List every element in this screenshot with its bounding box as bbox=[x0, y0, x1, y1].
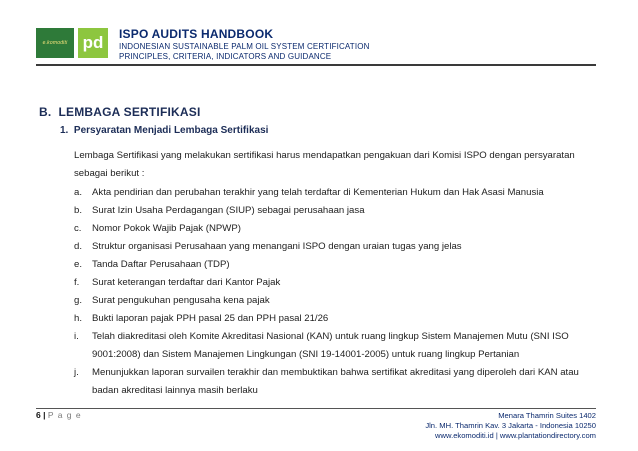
list-item-text: Bukti laporan pajak PPH pasal 25 dan PPH pasal 21/26 bbox=[92, 313, 329, 324]
handbook-subtitle-line2: PRINCIPLES, CRITERIA, INDICATORS AND GUIDANCE bbox=[119, 52, 332, 61]
list-item bbox=[74, 364, 604, 400]
intro-paragraph: Lembaga Sertifikasi yang melakukan sertifikasi harus mendapatkan pengakuan dari Komisi ISPO dengan persyaratan sebagai berikut : bbox=[74, 150, 575, 179]
requirements-list bbox=[74, 184, 604, 400]
list-item bbox=[74, 328, 604, 364]
list-item bbox=[74, 274, 604, 292]
list-item bbox=[74, 202, 604, 220]
list-item-marker: c. bbox=[74, 223, 82, 234]
list-item bbox=[74, 292, 604, 310]
handbook-subtitle-line1: INDONESIAN SUSTAINABLE PALM OIL SYSTEM CERTIFICATION bbox=[119, 42, 370, 51]
list-item-marker: h. bbox=[74, 313, 83, 324]
list-item bbox=[74, 220, 604, 238]
list-item-text: Surat Izin Usaha Perdagangan (SIUP) sebagai perusahaan jasa bbox=[92, 205, 365, 216]
footer-address-line1: Menara Thamrin Suites 1402 bbox=[498, 411, 596, 420]
page-number-label bbox=[36, 410, 82, 420]
list-item-marker: a. bbox=[74, 187, 83, 198]
list-item-text: Struktur organisasi Perusahaan yang menangani ISPO dengan uraian tugas yang jelas bbox=[92, 241, 462, 252]
footer-address-line2: Jln. MH. Thamrin Kav. 3 Jakarta - Indonesia 10250 bbox=[425, 421, 596, 430]
list-item-text: Surat keterangan terdaftar dari Kantor Pajak bbox=[92, 277, 281, 288]
list-item-marker: j. bbox=[74, 367, 79, 378]
list-item-marker: e. bbox=[74, 259, 83, 270]
list-item bbox=[74, 256, 604, 274]
page-word: P a g e bbox=[47, 410, 82, 420]
list-item-marker: d. bbox=[74, 241, 83, 252]
subsection-title: 1. Persyaratan Menjadi Lembaga Sertifikasi bbox=[60, 125, 269, 136]
list-item-text: Nomor Pokok Wajib Pajak (NPWP) bbox=[92, 223, 241, 234]
list-item bbox=[74, 310, 604, 328]
list-item bbox=[74, 238, 604, 256]
list-item-marker: f. bbox=[74, 277, 80, 288]
list-item-text: Surat pengukuhan pengusaha kena pajak bbox=[92, 295, 270, 306]
footer-website-links: www.ekomoditi.id | www.plantationdirectory.com bbox=[435, 431, 596, 440]
list-item-marker: i. bbox=[74, 331, 79, 342]
list-item-text: Tanda Daftar Perusahaan (TDP) bbox=[92, 259, 230, 270]
ekomoditi-logo-text: e.komoditi bbox=[42, 40, 68, 46]
list-item-marker: g. bbox=[74, 295, 83, 306]
footer-divider bbox=[36, 408, 596, 409]
list-item-text: Akta pendirian dan perubahan terakhir yang telah terdaftar di Kementerian Hukum dan Hak Asasi Manusia bbox=[92, 187, 544, 198]
list-item-marker: b. bbox=[74, 205, 83, 216]
ekomoditi-logo bbox=[36, 28, 74, 58]
list-item-text: Menunjukkan laporan survailen terakhir dan membuktikan bahwa sertifikat akreditasi yang diperoleh dari KAN atau badan akreditasi lainnya masih berlaku bbox=[92, 367, 579, 396]
section-title: B. LEMBAGA SERTIFIKASI bbox=[39, 105, 201, 119]
page-separator: | bbox=[40, 410, 48, 420]
pd-logo-text: pd bbox=[82, 33, 104, 52]
page-number: 6 bbox=[36, 410, 41, 420]
pd-logo bbox=[78, 28, 108, 58]
list-item bbox=[74, 184, 604, 202]
handbook-title: ISPO AUDITS HANDBOOK bbox=[119, 27, 274, 41]
header-divider bbox=[36, 64, 596, 66]
list-item-text: Telah diakreditasi oleh Komite Akreditasi Nasional (KAN) untuk ruang lingkup Sistem Manajemen Mutu (SNI ISO 9001:2008) dan Sistem Manajemen Lingkungan (SNI 19-14001-2005) untuk ruang lingkup Pertanian bbox=[92, 331, 569, 360]
